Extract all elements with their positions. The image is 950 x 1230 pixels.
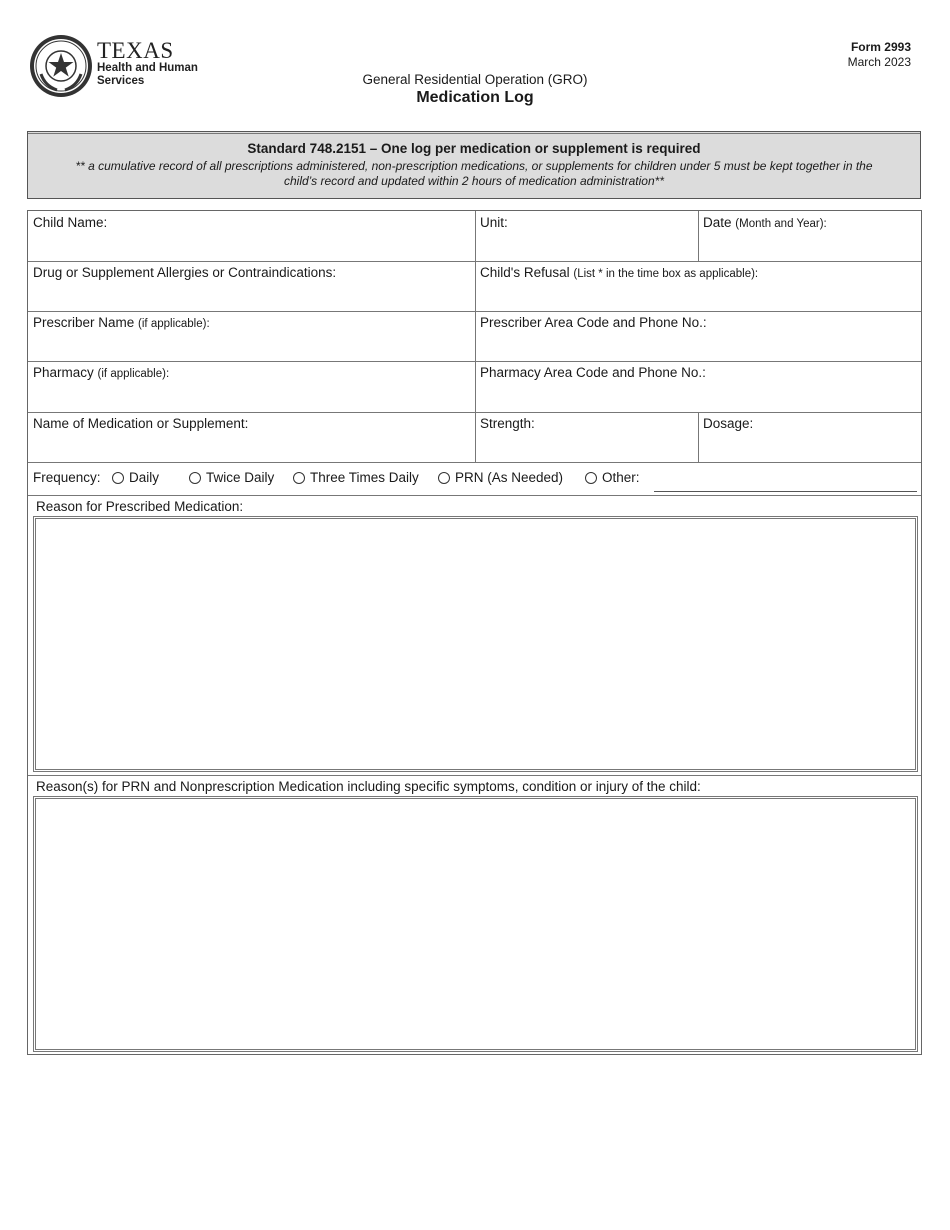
refusal-hint: (List * in the time box as applicable): <box>573 268 759 280</box>
pharmacy-field[interactable] <box>28 361 475 412</box>
form-date: March 2023 <box>847 55 911 69</box>
frequency-option-label: Other: <box>602 470 640 485</box>
page-titles <box>0 71 950 108</box>
frequency-option-label: Daily <box>129 470 160 485</box>
frequency-label: Frequency: <box>33 470 101 485</box>
strength-label: Strength: <box>480 416 535 431</box>
dosage-field[interactable] <box>698 412 921 462</box>
medication-form <box>27 210 922 1055</box>
strength-field[interactable] <box>475 412 698 462</box>
form-number-block <box>848 40 911 70</box>
date-field[interactable] <box>698 211 921 261</box>
frequency-daily-radio[interactable] <box>112 470 159 485</box>
medication-name-label: Name of Medication or Supplement: <box>33 416 249 431</box>
prescribed-reason-textarea[interactable] <box>33 516 918 772</box>
unit-label: Unit: <box>480 215 508 230</box>
dosage-label: Dosage: <box>703 416 754 431</box>
page-title: Medication Log <box>416 89 534 106</box>
frequency-option-label: PRN (As Needed) <box>455 470 564 485</box>
page-subtitle: General Residential Operation (GRO) <box>362 72 588 87</box>
prescriber-name-field[interactable] <box>28 311 475 361</box>
prescriber-name-label: Prescriber Name <box>33 315 135 330</box>
refusal-label: Child's Refusal <box>480 265 570 280</box>
radio-circle-icon <box>189 472 201 484</box>
prescriber-name-hint: (if applicable): <box>138 318 210 330</box>
standard-heading: Standard 748.2151 – One log per medication or supplement is required <box>247 141 701 156</box>
medication-name-field[interactable] <box>28 412 475 462</box>
prescriber-phone-field[interactable] <box>475 311 921 361</box>
frequency-three-times-daily-radio[interactable] <box>293 470 419 485</box>
prn-reason-label: Reason(s) for PRN and Nonprescription Medication including specific symptoms, condition or injury of the child: <box>36 779 701 794</box>
radio-circle-icon <box>112 472 124 484</box>
frequency-twice-daily-radio[interactable] <box>189 470 274 485</box>
pharmacy-label: Pharmacy <box>33 365 94 380</box>
form-number: Form 2993 <box>850 40 911 54</box>
child-name-field[interactable] <box>28 211 475 261</box>
radio-circle-icon <box>293 472 305 484</box>
unit-field[interactable] <box>475 211 698 261</box>
pharmacy-phone-field[interactable] <box>475 361 921 412</box>
radio-circle-icon <box>438 472 450 484</box>
pharmacy-phone-label: Pharmacy Area Code and Phone No.: <box>480 365 706 380</box>
allergies-label: Drug or Supplement Allergies or Contraindications: <box>33 265 337 280</box>
pharmacy-hint: (if applicable): <box>97 368 170 380</box>
refusal-field[interactable] <box>475 261 921 311</box>
prn-reason-textarea[interactable] <box>33 796 918 1052</box>
agency-line-2: Services <box>97 75 145 87</box>
frequency-other-radio[interactable] <box>585 470 640 485</box>
prescribed-reason-label: Reason for Prescribed Medication: <box>36 499 244 514</box>
frequency-other-input[interactable] <box>654 491 917 492</box>
agency-line-1: Health and Human <box>97 62 198 74</box>
prescriber-phone-label: Prescriber Area Code and Phone No.: <box>480 315 707 330</box>
frequency-prn-radio[interactable] <box>438 470 563 485</box>
radio-circle-icon <box>585 472 597 484</box>
allergies-field[interactable] <box>28 261 475 311</box>
frequency-option-label: Three Times Daily <box>310 470 419 485</box>
agency-state: TEXAS <box>97 38 174 63</box>
date-label: Date <box>703 215 732 230</box>
date-hint: (Month and Year): <box>735 218 827 230</box>
child-name-label: Child Name: <box>33 215 108 230</box>
standard-banner <box>27 131 921 199</box>
standard-note: ** a cumulative record of all prescriptions administered, non-prescription medications, or supplements for children under 5 must be kept together in the child’s record and updated within 2 hours of medication administration** <box>75 159 873 188</box>
frequency-option-label: Twice Daily <box>206 470 275 485</box>
row-divider <box>28 775 921 776</box>
